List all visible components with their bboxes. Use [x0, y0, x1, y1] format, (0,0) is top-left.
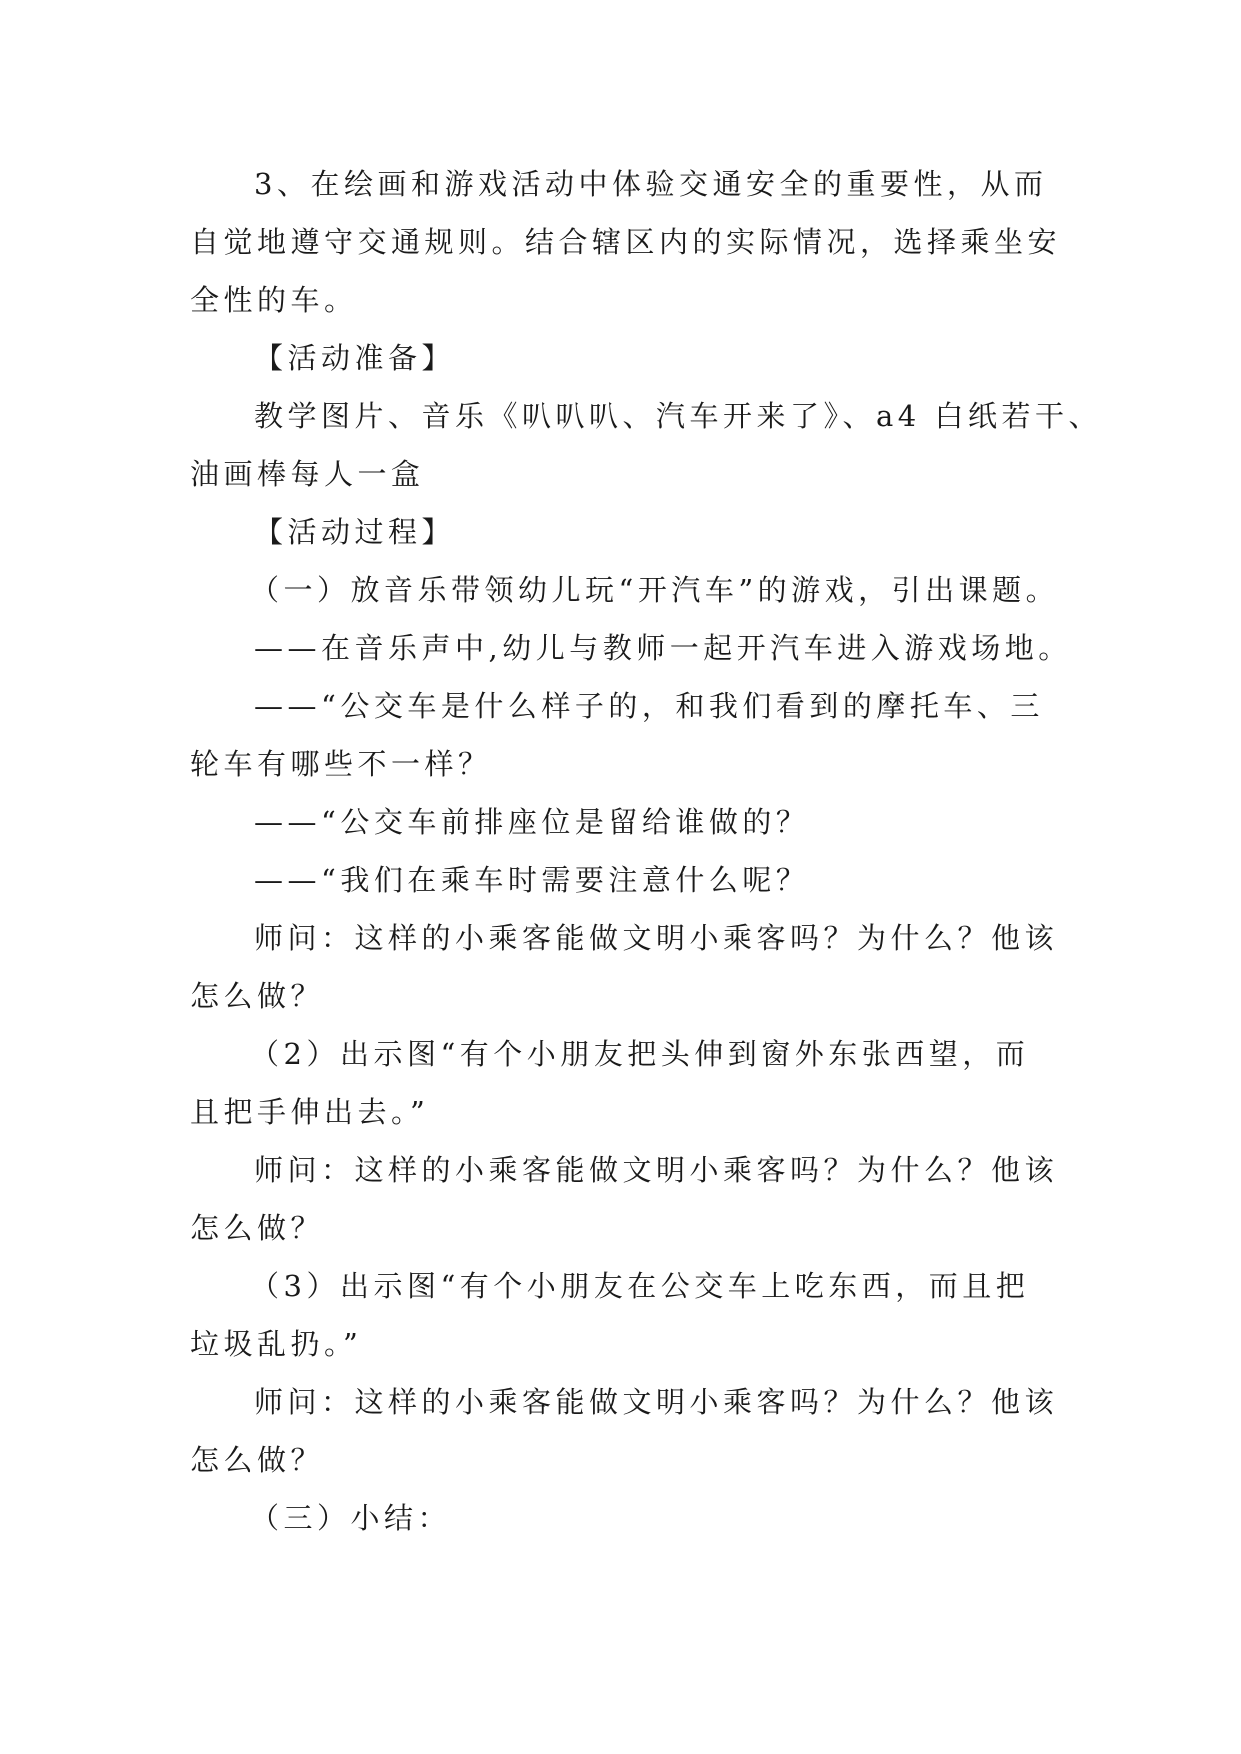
paragraph-line: 教学图片、音乐《叭叭叭、汽车开来了》、a4 白纸若干、	[254, 399, 1102, 433]
paragraph-line: （三）小结：	[250, 1501, 452, 1535]
paragraph-line: 自觉地遵守交通规则。结合辖区内的实际情况，选择乘坐安	[190, 225, 1062, 259]
paragraph-line: ——“我们在乘车时需要注意什么呢？	[254, 863, 810, 897]
paragraph-line: （3）出示图“有个小朋友在公交车上吃东西，而且把	[250, 1269, 1030, 1303]
paragraph-line: 全性的车。	[190, 283, 358, 317]
paragraph-line: 3、在绘画和游戏活动中体验交通安全的重要性，从而	[254, 167, 1048, 201]
paragraph-line: 师问：这样的小乘客能做文明小乘客吗？为什么？他该	[254, 1385, 1059, 1419]
paragraph-line: 怎么做？	[190, 979, 325, 1013]
paragraph-line: 垃圾乱扔。”	[190, 1327, 363, 1361]
paragraph-line: （2）出示图“有个小朋友把头伸到窗外东张西望，而	[250, 1037, 1030, 1071]
paragraph-line: 师问：这样的小乘客能做文明小乘客吗？为什么？他该	[254, 921, 1059, 955]
paragraph-line: ——“公交车是什么样子的，和我们看到的摩托车、三	[254, 689, 1044, 723]
document-body	[190, 155, 1102, 1547]
paragraph-line: ——“公交车前排座位是留给谁做的？	[254, 805, 810, 839]
paragraph-line: 且把手伸出去。”	[190, 1095, 430, 1129]
section-heading: 【活动准备】	[254, 341, 456, 375]
paragraph-line: ——在音乐声中,幼儿与教师一起开汽车进入游戏场地。	[254, 631, 1072, 665]
paragraph-line: 师问：这样的小乘客能做文明小乘客吗？为什么？他该	[254, 1153, 1059, 1187]
paragraph-line: （一）放音乐带领幼儿玩“开汽车”的游戏，引出课题。	[250, 573, 1060, 607]
section-heading: 【活动过程】	[254, 515, 456, 549]
paragraph-line: 怎么做？	[190, 1443, 325, 1477]
paragraph-line: 轮车有哪些不一样？	[190, 747, 492, 781]
paragraph-line: 怎么做？	[190, 1211, 325, 1245]
paragraph-line: 油画棒每人一盒	[190, 457, 425, 491]
